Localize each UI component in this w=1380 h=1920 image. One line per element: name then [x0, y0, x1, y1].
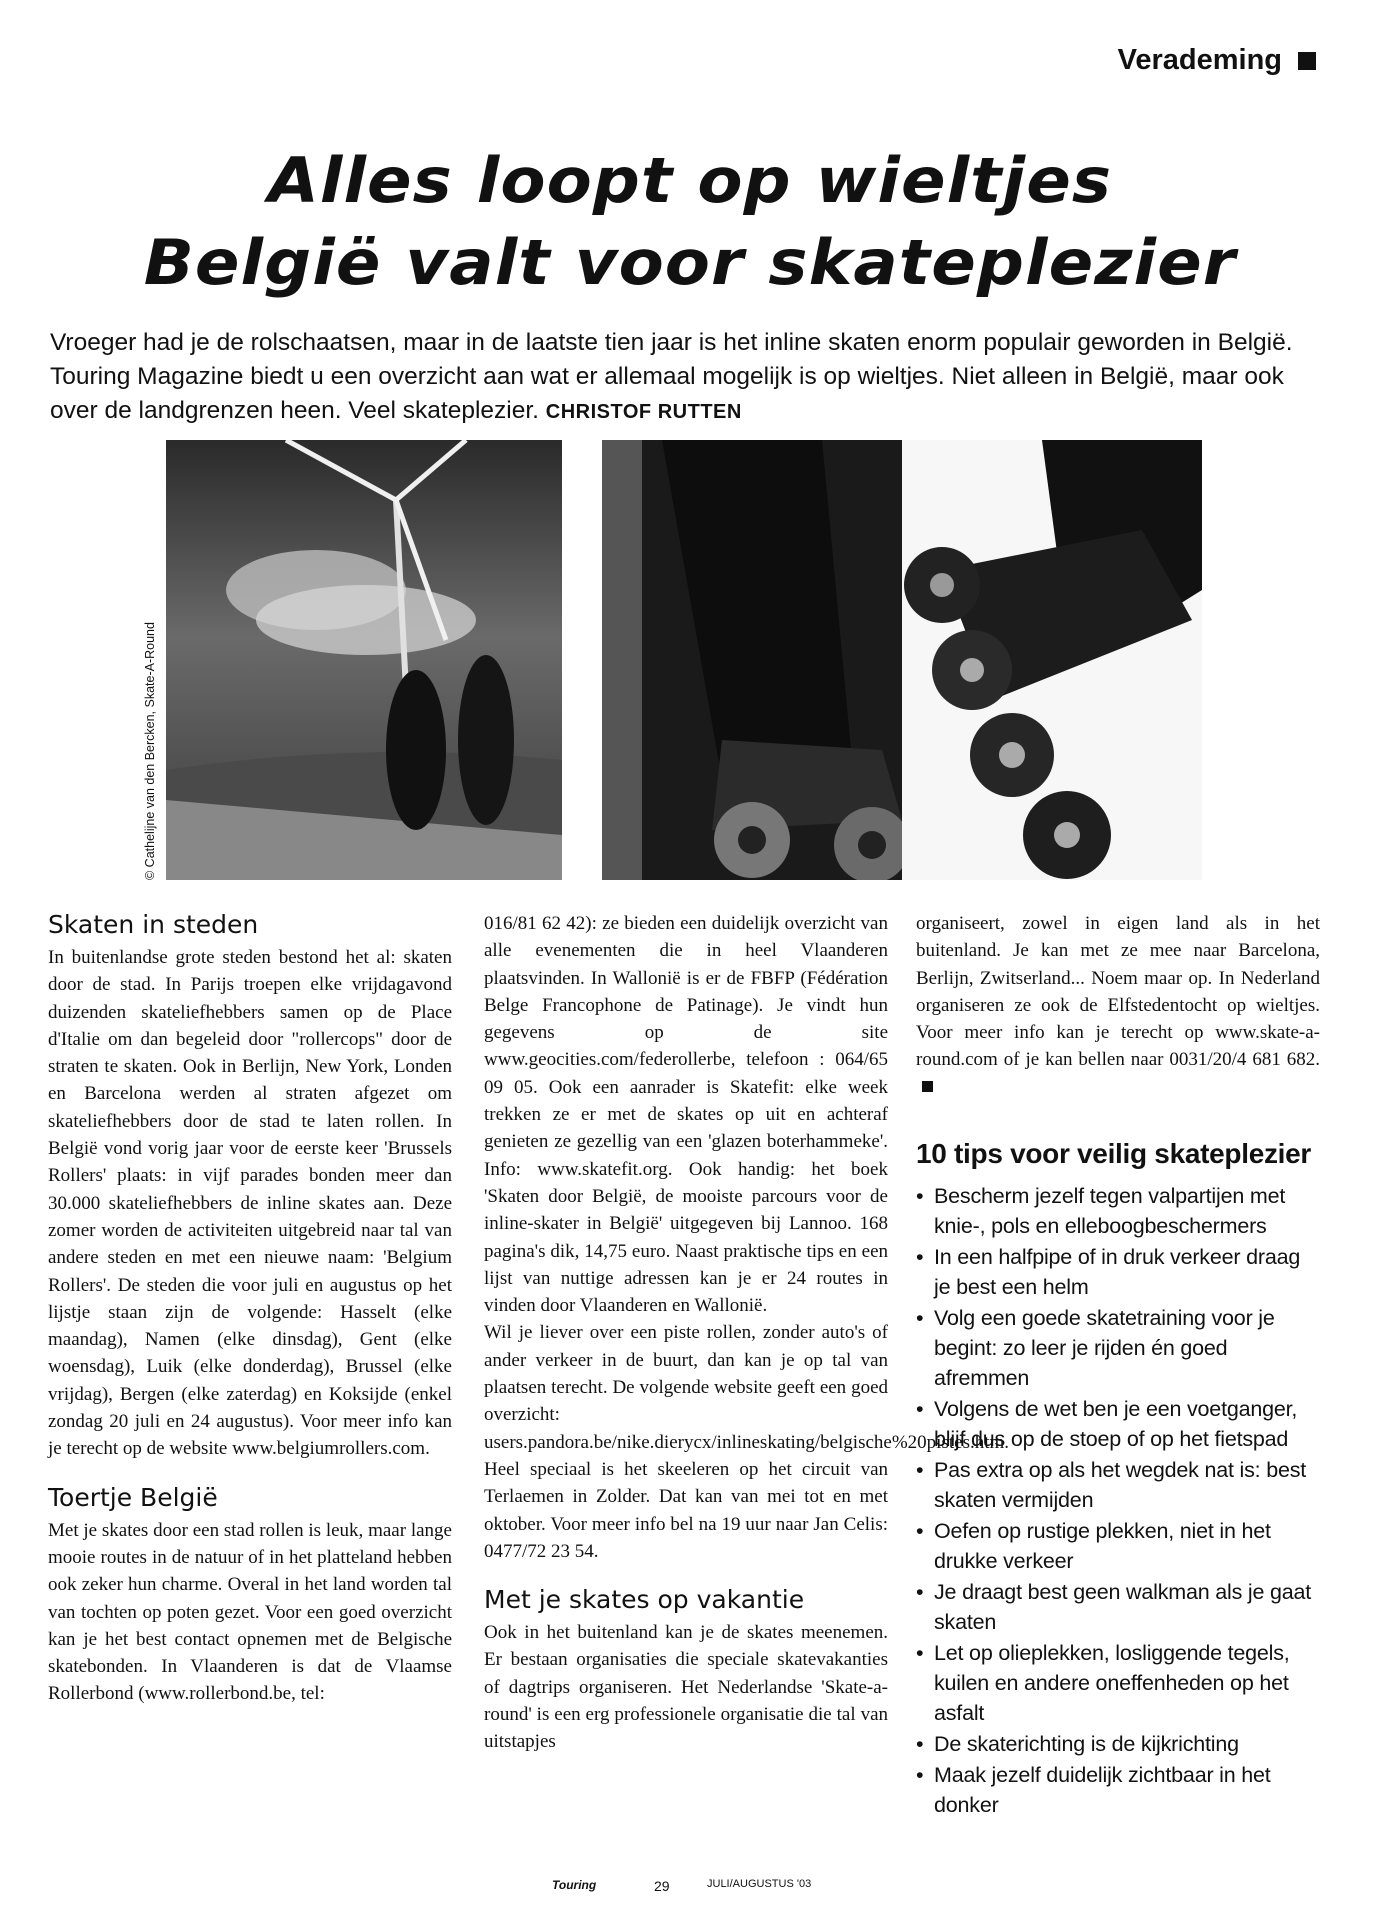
photo-skaters-windmill	[166, 440, 562, 880]
tip-item: • Volg een goede skatetraining voor je begint: zo leer je rijden én goed afremmen	[916, 1303, 1320, 1393]
column-1	[48, 910, 452, 1708]
headline-line-1: Alles loopt op wieltjes	[267, 144, 1113, 217]
body-vakantie: Ook in het buitenland kan je de skates meenemen. Er bestaan organisaties die speciale skatevakanties of dagtrips organiseren. Het Nederlandse 'Skate-a-round' is een erg professionele organisatie die tal van uitstapjes	[484, 1622, 888, 1753]
body-pistes: Wil je liever over een piste rollen, zonder auto's of ander verkeer in de buurt, dan kan je op tal van plaatsen terecht. De volgende website geeft een goed overzicht: users.pandora.be/nike.dierycx/inlineskating/belgische%20pistes.htm. Heel speciaal is het skeeleren op het circuit van Terlaemen in Zolder. Dat kan van mei tot en met oktober. Voor meer info bel na 19 uur naar Jan Celis: 0477/72 23 54.	[484, 1322, 1010, 1562]
footer-brand: Touring	[552, 1878, 597, 1892]
body-toertje-belgie: Met je skates door een stad rollen is leuk, maar lange mooie routes in de natuur of in het platteland hebben ook zeker hun charme. Overal in het land worden tal van tochten op poten gezet. Voor een goed overzicht kan je het best contact opnemen met de Belgische skatebonden. In Vlaanderen is dat de Vlaamse Rollerbond (www.rollerbond.be, tel:	[48, 1519, 452, 1705]
heading-skaten-in-steden: Skaten in steden	[48, 910, 259, 939]
heading-met-je-skates-op-vakantie: Met je skates op vakantie	[484, 1585, 805, 1615]
footer-page-number: 29	[654, 1878, 670, 1894]
headline	[0, 140, 1380, 304]
photo-credit: © Cathelijne van den Bercken, Skate-A-Round	[143, 622, 157, 880]
section-label	[1118, 44, 1316, 77]
tip-item: • Oefen op rustige plekken, niet in het drukke verkeer	[916, 1516, 1320, 1576]
tip-item: • Pas extra op als het wegdek nat is: best skaten vermijden	[916, 1455, 1320, 1515]
end-mark-icon	[922, 1081, 933, 1092]
body-skaten-in-steden: In buitenlandse grote steden bestond het al: skaten door de stad. In Parijs troepen elke vrijdagavond duizenden skateliefhebbers samen op de Place d'Italie om dan begeleid door "rollercops" door de straten te skaten. Ook in Berlijn, New York, Londen en Barcelona werden al straten afgezet om skateliefhebbers door de stad te laten rollen. In België vond vorig jaar voor de eerste keer 'Brussels Rollers' plaats: in vijf parades bonden meer dan 30.000 skateliefhebbers de inline skates aan. Deze zomer worden de activiteiten uitgebreid naar tal van andere steden en met een nieuwe naam: 'Belgium Rollers'. De steden die voor juli en augustus op het lijstje staan zijn de volgende: Hasselt (elke maandag), Namen (elke dinsdag), Gent (elke woensdag), Luik (elke donderdag), Brussel (elke vrijdag), Bergen (elke zaterdag) en Koksijde (enkel zondag 20 juli en 24 augustus). Voor meer info kan je terecht op de website www.belgiumrollers.com.	[48, 947, 452, 1460]
author-byline: CHRISTOF RUTTEN	[545, 401, 742, 423]
body-vakantie-continued: organiseert, zowel in eigen land als in het buitenland. Je kan met ze mee naar Barcelona, Berlijn, Zwitserland... Noem maar op. In Nederland organiseren ze ook de Elfstedentocht op wieltjes. Voor meer info kan je terecht op www.skate-a-round.com of je kan bellen naar 0031/20/4 681 682.	[916, 910, 1320, 1101]
column-3	[916, 910, 1320, 1821]
photo-skate-wheels	[902, 440, 1202, 880]
tips-heading: 10 tips voor veilig skateplezier	[916, 1138, 1312, 1170]
body-toertje-continued: 016/81 62 42): ze bieden een duidelijk overzicht van alle evenementen die in heel Vlaanderen plaatsvinden. In Wallonië is er de FBFP (Fédération Belge Francophone de Patinage). Je vindt hun gegevens op de site www.geocities.com/federollerbe, telefoon : 064/65 09 05. Ook een aanrader is Skatefit: elke week trekken ze er met de skates op uit en achteraf genieten ze gezellig van een 'glazen boterhammeke'. Info: www.skatefit.org. Ook handig: het boek 'Skaten door België, de mooiste parcours voor de inline-skater in België' uitgegeven bij Lannoo. 168 pagina's dik, 14,75 euro. Naast praktische tips en een lijst van nuttige adressen kan je er 24 routes in vinden door Vlaanderen en Wallonië.	[484, 913, 888, 1317]
headline-line-2: België valt voor skateplezier	[143, 226, 1237, 299]
tip-item: • Maak jezelf duidelijk zichtbaar in het donker	[916, 1760, 1320, 1820]
intro-paragraph	[50, 326, 1325, 429]
heading-toertje-belgie: Toertje België	[48, 1482, 218, 1512]
section-label-text: Verademing	[1117, 44, 1282, 76]
column-2	[484, 910, 1010, 1756]
tip-item: • Volgens de wet ben je een voetganger, blijf dus op de stoep of op het fietspad	[916, 1394, 1320, 1454]
tip-item: • De skaterichting is de kijkrichting	[916, 1729, 1320, 1759]
footer-issue: JULI/AUGUSTUS '03	[707, 1878, 812, 1890]
tip-item: • Let op olieplekken, losliggende tegels, kuilen en andere oneffenheden op het asfalt	[916, 1638, 1320, 1728]
tips-list	[916, 1181, 1320, 1820]
intro-text: Vroeger had je de rolschaatsen, maar in de laatste tien jaar is het inline skaten enorm populair geworden in België. Touring Magazine biedt u een overzicht aan wat er allemaal mogelijk is op wieltjes. Niet alleen in België, maar ook over de landgrenzen heen. Veel skateplezier.	[50, 329, 1293, 424]
tip-item: • Je draagt best geen walkman als je gaat skaten	[916, 1577, 1320, 1637]
tip-item: • In een halfpipe of in druk verkeer draag je best een helm	[916, 1242, 1320, 1302]
photo-skate-closeup	[602, 440, 930, 880]
section-square-icon	[1298, 52, 1316, 70]
tip-item: • Bescherm jezelf tegen valpartijen met knie-, pols en elleboogbeschermers	[916, 1181, 1320, 1241]
